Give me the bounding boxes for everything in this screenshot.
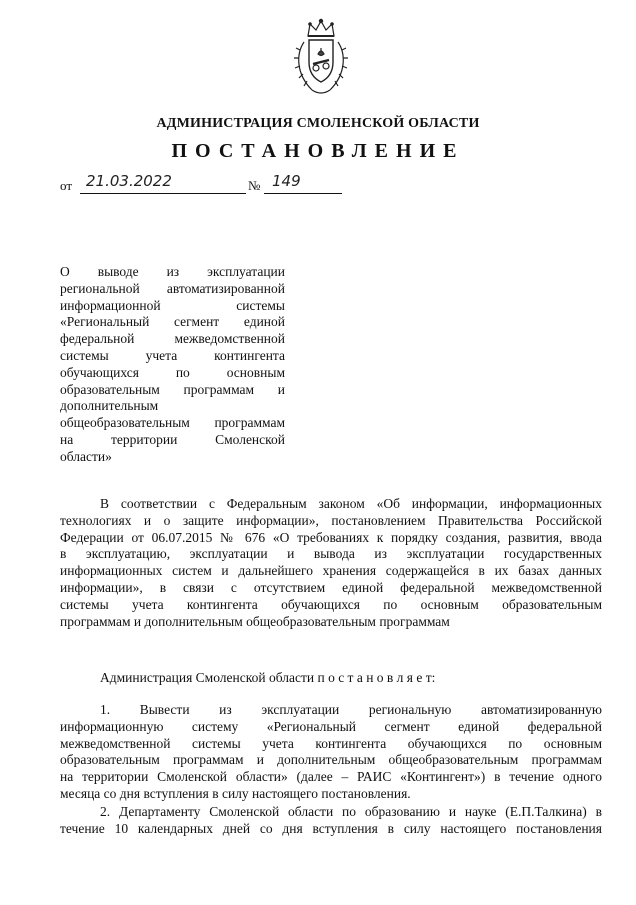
- subject-line: области»: [60, 448, 112, 464]
- paragraph-line: информации», в связи с отсутствием единой федеральной межведомственной: [60, 579, 602, 595]
- subject-line: системы учета контингента: [60, 347, 285, 363]
- preamble-paragraph: [60, 496, 602, 630]
- subject-line: на территории Смоленской: [60, 431, 285, 447]
- subject-line: региональной автоматизированной: [60, 280, 285, 296]
- date-number-line: [60, 172, 300, 194]
- organization-title: АДМИНИСТРАЦИЯ СМОЛЕНСКОЙ ОБЛАСТИ: [156, 116, 480, 131]
- paragraph-line: месяца со дня вступления в силу настоящего постановления.: [60, 785, 411, 801]
- paragraph-line: на территории Смоленской области» (далее – РАИС «Контингент») в течение одного: [60, 769, 602, 785]
- paragraph-line: образовательным программам и дополнительным общеобразовательным программам: [60, 752, 602, 768]
- paragraph-line: течение 10 календарных дней со дня вступления в силу настоящего постановления: [60, 820, 602, 836]
- subject-line: дополнительным: [60, 398, 159, 414]
- subject-line: «Региональный сегмент единой: [60, 314, 285, 330]
- resolution-text: [60, 670, 602, 687]
- document-number: 149: [264, 172, 342, 194]
- subject-line: О выводе из эксплуатации: [60, 264, 285, 279]
- subject-line: обучающихся по основным: [60, 364, 285, 380]
- subject-line: информационной системы: [60, 297, 285, 313]
- subject-line: общеобразовательным программам: [60, 415, 285, 431]
- paragraph-line: В соответствии с Федеральным законом «Об информации, информационных: [100, 496, 602, 511]
- paragraph-line: межведомственной системы учета контингента обучающихся по основным: [60, 735, 602, 751]
- paragraph-line: программам и дополнительным общеобразовательным программам: [60, 613, 450, 629]
- document-date: 21.03.2022: [80, 172, 246, 194]
- subject-line: образовательным программам и: [60, 381, 285, 397]
- coat-of-arms-emblem: [290, 18, 352, 98]
- resolution-verb: п о с т а н о в л я е т:: [317, 670, 436, 685]
- paragraph-line: информационную систему «Региональный сегмент единой федеральной: [60, 718, 602, 734]
- document-type-title: ПОСТАНОВЛЕНИЕ: [171, 140, 465, 162]
- resolution-prefix: Администрация Смоленской области: [100, 670, 318, 685]
- paragraph-line: технологиях и о защите информации», постановлением Правительства Российской: [60, 512, 602, 528]
- paragraph-line: информационных систем и дальнейшего хранения содержащейся в их базах данных: [60, 563, 602, 579]
- resolution-line: [60, 670, 602, 687]
- paragraph-line: в эксплуатацию, эксплуатации и вывода из эксплуатации государственных: [60, 546, 602, 562]
- paragraph-line: Федерации от 06.07.2015 № 676 «О требованиях к порядку создания, развития, ввода: [60, 529, 602, 545]
- paragraph-line: системы учета контингента обучающихся по основным образовательным: [60, 596, 602, 612]
- item-2-paragraph: [60, 804, 602, 838]
- subject-block: [60, 264, 285, 466]
- paragraph-line: 2. Департаменту Смоленской области по образованию и науке (Е.П.Талкина) в: [100, 804, 602, 819]
- number-sign-label: №: [248, 178, 261, 193]
- subject-line: федеральной межведомственной: [60, 331, 285, 347]
- item-1-paragraph: [60, 702, 602, 803]
- date-prefix-label: от: [60, 178, 73, 193]
- paragraph-line: 1. Вывести из эксплуатации региональную автоматизированную: [100, 702, 602, 717]
